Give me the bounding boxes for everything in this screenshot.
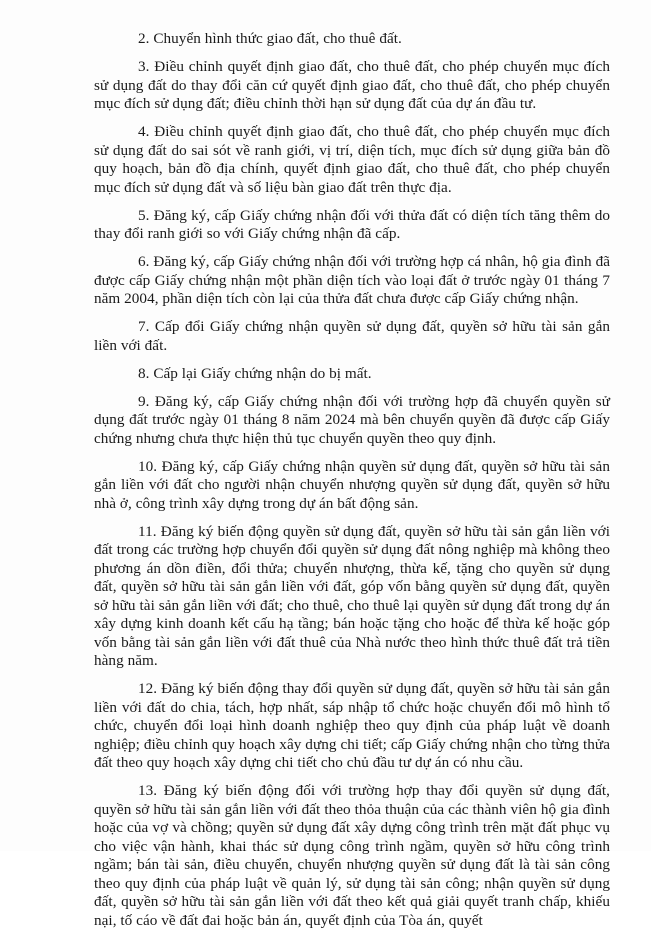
paragraph-item-8: 8. Cấp lại Giấy chứng nhận do bị mất. <box>138 364 372 382</box>
paragraph-item-2: 2. Chuyển hình thức giao đất, cho thuê đất. <box>138 30 402 47</box>
paragraph-item-6: 6. Đăng ký, cấp Giấy chứng nhận đối với trường hợp cá nhân, hộ gia đình đã được cấp Giấy chứng nhận một phần diện tích vào loại đất ở trước ngày 01 tháng 7 năm 2004, phần diện tích còn lại của thửa đất chưa được cấp Giấy chứng nhận. <box>94 253 610 307</box>
paragraph-item-13: 13. Đăng ký biến động đối với trường hợp thay đổi quyền sử dụng đất, quyền sở hữu tài sản gắn liền với đất theo thỏa thuận của các thành viên hộ gia đình hoặc của vợ và chồng; quyền sử dụng đất xây dựng công trình trên mặt đất phục vụ cho việc vận hành, khai thác sử dụng công trình ngầm, quyền sở hữu công trình ngầm; bán tài sản, điều chuyển, chuyển nhượng quyền sử dụng đất là tài sản công theo quy định của pháp luật về quản lý, sử dụng tài sản công; nhận quyền sử dụng đất, quyền sở hữu tài sản gắn liền với đất theo kết quả giải quyết tranh chấp, khiếu nại, tố cáo về đất đai hoặc bản án, quyết định của Tòa án, quyết <box>94 782 610 929</box>
paragraph-item-10: 10. Đăng ký, cấp Giấy chứng nhận quyền sử dụng đất, quyền sở hữu tài sản gắn liền với đất cho người nhận chuyển nhượng quyền sử dụng đất, quyền sở hữu nhà ở, công trình xây dựng trong dự án bất động sản. <box>94 457 610 512</box>
document-body <box>94 30 610 930</box>
paragraph-item-3: 3. Điều chỉnh quyết định giao đất, cho thuê đất, cho phép chuyển mục đích sử dụng đất do thay đổi căn cứ quyết định giao đất, cho thuê đất, cho phép chuyển mục đích sử dụng đất; điều chỉnh thời hạn sử dụng đất của dự án đầu tư. <box>94 58 610 112</box>
paragraph-item-5: 5. Đăng ký, cấp Giấy chứng nhận đối với thửa đất có diện tích tăng thêm do thay đổi ranh giới so với Giấy chứng nhận đã cấp. <box>94 206 610 242</box>
paragraph-item-11: 11. Đăng ký biến động quyền sử dụng đất, quyền sở hữu tài sản gắn liền với đất trong các trường hợp chuyển đổi quyền sử dụng đất nông nghiệp mà không theo phương án dồn điền, đổi thửa; chuyển nhượng, thừa kế, tặng cho quyền sử dụng đất, quyền sở hữu tài sản gắn liền với đất, góp vốn bằng quyền sử dụng đất, quyền sở hữu tài sản gắn liền với đất; cho thuê, cho thuê lại quyền sử dụng đất trong dự án xây dựng kinh doanh kết cấu hạ tầng; bán hoặc tặng cho hoặc để thừa kế hoặc góp vốn bằng tài sản gắn liền với đất thuê của Nhà nước theo hình thức thuê đất trả tiền hàng năm. <box>94 522 610 669</box>
paragraph-item-4: 4. Điều chỉnh quyết định giao đất, cho thuê đất, cho phép chuyển mục đích sử dụng đất do sai sót về ranh giới, vị trí, diện tích, mục đích sử dụng giữa bản đồ quy hoạch, bản đồ địa chính, quyết định giao đất, cho thuê đất, cho phép chuyển mục đích sử dụng đất và số liệu bàn giao đất trên thực địa. <box>94 123 610 196</box>
paragraph-item-7: 7. Cấp đổi Giấy chứng nhận quyền sử dụng đất, quyền sở hữu tài sản gắn liền với đất. <box>94 318 610 354</box>
paragraph-item-12: 12. Đăng ký biến động thay đổi quyền sử dụng đất, quyền sở hữu tài sản gắn liền với đất do chia, tách, hợp nhất, sáp nhập tổ chức hoặc chuyển đổi mô hình tổ chức, chuyển đổi loại hình doanh nghiệp theo quy định của pháp luật về doanh nghiệp; điều chỉnh quy hoạch xây dựng chi tiết; cấp Giấy chứng nhận cho từng thửa đất theo quy hoạch xây dựng chi tiết cho chủ đầu tư dự án có nhu cầu. <box>94 680 610 771</box>
paragraph-item-9: 9. Đăng ký, cấp Giấy chứng nhận đối với trường hợp đã chuyển quyền sử dụng đất trước ngày 01 tháng 8 năm 2024 mà bên chuyển quyền đã được cấp Giấy chứng nhưng chưa thực hiện thủ tục chuyển quyền theo quy định. <box>94 392 610 447</box>
